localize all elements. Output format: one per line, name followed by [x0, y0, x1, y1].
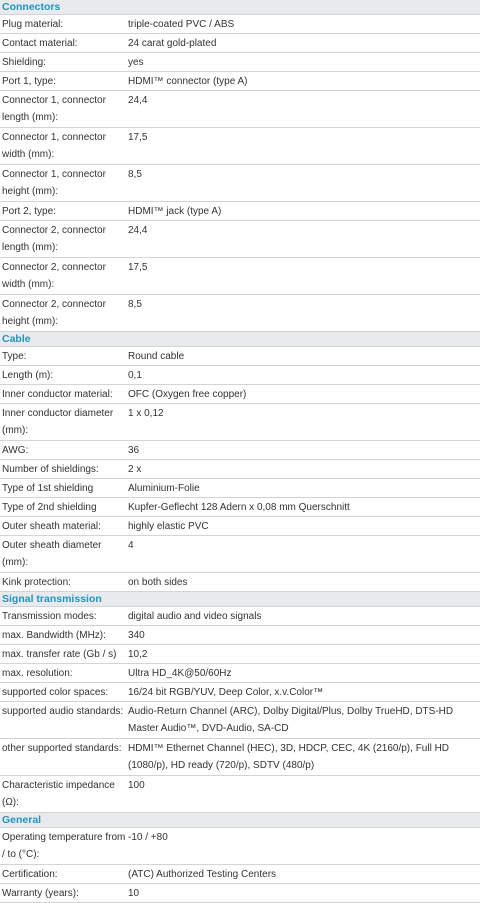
row-value: Aluminium-Folie: [128, 483, 200, 494]
row-value: 8,5: [128, 169, 142, 180]
row-value: 4: [128, 540, 134, 551]
table-row: [0, 441, 480, 460]
row-value: 36: [128, 445, 140, 456]
row-value: Ultra HD_4K@50/60Hz: [128, 668, 232, 679]
row-label: Port 1, type:: [2, 76, 56, 87]
section-header-connectors: Connectors: [0, 0, 480, 15]
row-value: HDMI™ connector (type A): [128, 76, 248, 87]
table-row: [0, 664, 480, 683]
table-row: [0, 404, 480, 441]
row-value: 24 carat gold-plated: [128, 38, 217, 49]
table-row: [0, 34, 480, 53]
row-label: supported audio standards:: [2, 706, 124, 717]
row-value: HDMI™ jack (type A): [128, 206, 222, 217]
table-row: [0, 165, 480, 202]
row-value: 2 x: [128, 464, 142, 475]
row-label: Contact material:: [2, 38, 78, 49]
row-value: 17,5: [128, 262, 148, 273]
table-row: [0, 128, 480, 165]
section-header-general: General: [0, 813, 480, 828]
row-value: 24,4: [128, 225, 148, 236]
row-value: 16/24 bit RGB/YUV, Deep Color, x.v.Color™: [128, 687, 324, 698]
table-row: [0, 776, 480, 813]
row-label: Type of 1st shielding: [2, 483, 94, 494]
row-label: AWG:: [2, 445, 29, 456]
row-value: on both sides: [128, 577, 188, 588]
table-row: [0, 517, 480, 536]
row-value: 340: [128, 630, 145, 641]
table-row: [0, 460, 480, 479]
row-label: Outer sheath material:: [2, 521, 101, 532]
section-header-cable: Cable: [0, 332, 480, 347]
row-label: Connector 1, connector length (mm):: [2, 95, 106, 123]
row-value: highly elastic PVC: [128, 521, 209, 532]
table-row: [0, 498, 480, 517]
row-value: 17,5: [128, 132, 148, 143]
table-row: [0, 479, 480, 498]
row-label: Connector 1, connector width (mm):: [2, 132, 106, 160]
row-value: Kupfer-Geflecht 128 Adern x 0,08 mm Querschnitt: [128, 502, 350, 513]
row-label: Kink protection:: [2, 577, 71, 588]
table-row: [0, 683, 480, 702]
row-label: max. resolution:: [2, 668, 73, 679]
table-row: [0, 15, 480, 34]
row-value: Round cable: [128, 351, 185, 362]
row-label: Certification:: [2, 869, 58, 880]
row-label: Connector 2, connector width (mm):: [2, 262, 106, 290]
table-row: [0, 645, 480, 664]
row-value: (ATC) Authorized Testing Centers: [128, 869, 277, 880]
row-label: Port 2, type:: [2, 206, 56, 217]
row-value: 1 x 0,12: [128, 408, 164, 419]
table-row: [0, 607, 480, 626]
row-label: Inner conductor diameter (mm):: [2, 408, 114, 436]
table-row: [0, 91, 480, 128]
row-value: HDMI™ Ethernet Channel (HEC), 3D, HDCP, CEC, 4K (2160/p), Full HD (1080/p), HD ready (720/p), SDTV (480/p): [128, 743, 450, 771]
row-label: Inner conductor material:: [2, 389, 113, 400]
row-value: 8,5: [128, 299, 142, 310]
table-row: [0, 202, 480, 221]
table-row: [0, 385, 480, 404]
row-label: Number of shieldings:: [2, 464, 99, 475]
row-value: yes: [128, 57, 144, 68]
table-row: [0, 739, 480, 776]
table-row: [0, 366, 480, 385]
row-value: 100: [128, 780, 145, 791]
section-header-signal-transmission: Signal transmission: [0, 592, 480, 607]
row-label: Connector 2, connector height (mm):: [2, 299, 106, 327]
table-row: [0, 295, 480, 332]
row-label: Connector 2, connector length (mm):: [2, 225, 106, 253]
table-row: [0, 884, 480, 903]
row-value: triple-coated PVC / ABS: [128, 19, 235, 30]
row-label: Plug material:: [2, 19, 64, 30]
row-value: -10 / +80: [128, 832, 168, 843]
table-row: [0, 573, 480, 592]
table-row: [0, 536, 480, 573]
table-row: [0, 221, 480, 258]
row-label: Warranty (years):: [2, 888, 79, 899]
table-row: [0, 828, 480, 865]
row-value: 10,2: [128, 649, 148, 660]
table-row: [0, 347, 480, 366]
table-row: [0, 702, 480, 739]
row-value: Audio-Return Channel (ARC), Dolby Digital/Plus, Dolby TrueHD, DTS-HD Master Audio™, DVD-Audio, SA-CD: [128, 706, 454, 734]
row-label: max. transfer rate (Gb / s): [2, 649, 117, 660]
row-value: 0,1: [128, 370, 142, 381]
row-label: Transmission modes:: [2, 611, 97, 622]
table-row: [0, 53, 480, 72]
table-row: [0, 865, 480, 884]
row-label: Outer sheath diameter (mm):: [2, 540, 102, 568]
row-value: digital audio and video signals: [128, 611, 262, 622]
row-value: 10: [128, 888, 140, 899]
row-label: Characteristic impedance (Ω):: [2, 780, 115, 808]
table-row: [0, 258, 480, 295]
row-label: Type of 2nd shielding: [2, 502, 97, 513]
row-value: OFC (Oxygen free copper): [128, 389, 247, 400]
row-label: Length (m):: [2, 370, 54, 381]
row-label: Type:: [2, 351, 27, 362]
row-value: 24,4: [128, 95, 148, 106]
row-label: supported color spaces:: [2, 687, 109, 698]
row-label: Operating temperature from / to (°C):: [2, 832, 126, 860]
row-label: Shielding:: [2, 57, 46, 68]
row-label: Connector 1, connector height (mm):: [2, 169, 106, 197]
table-row: [0, 72, 480, 91]
row-label: other supported standards:: [2, 743, 122, 754]
row-label: max. Bandwidth (MHz):: [2, 630, 106, 641]
table-row: [0, 626, 480, 645]
